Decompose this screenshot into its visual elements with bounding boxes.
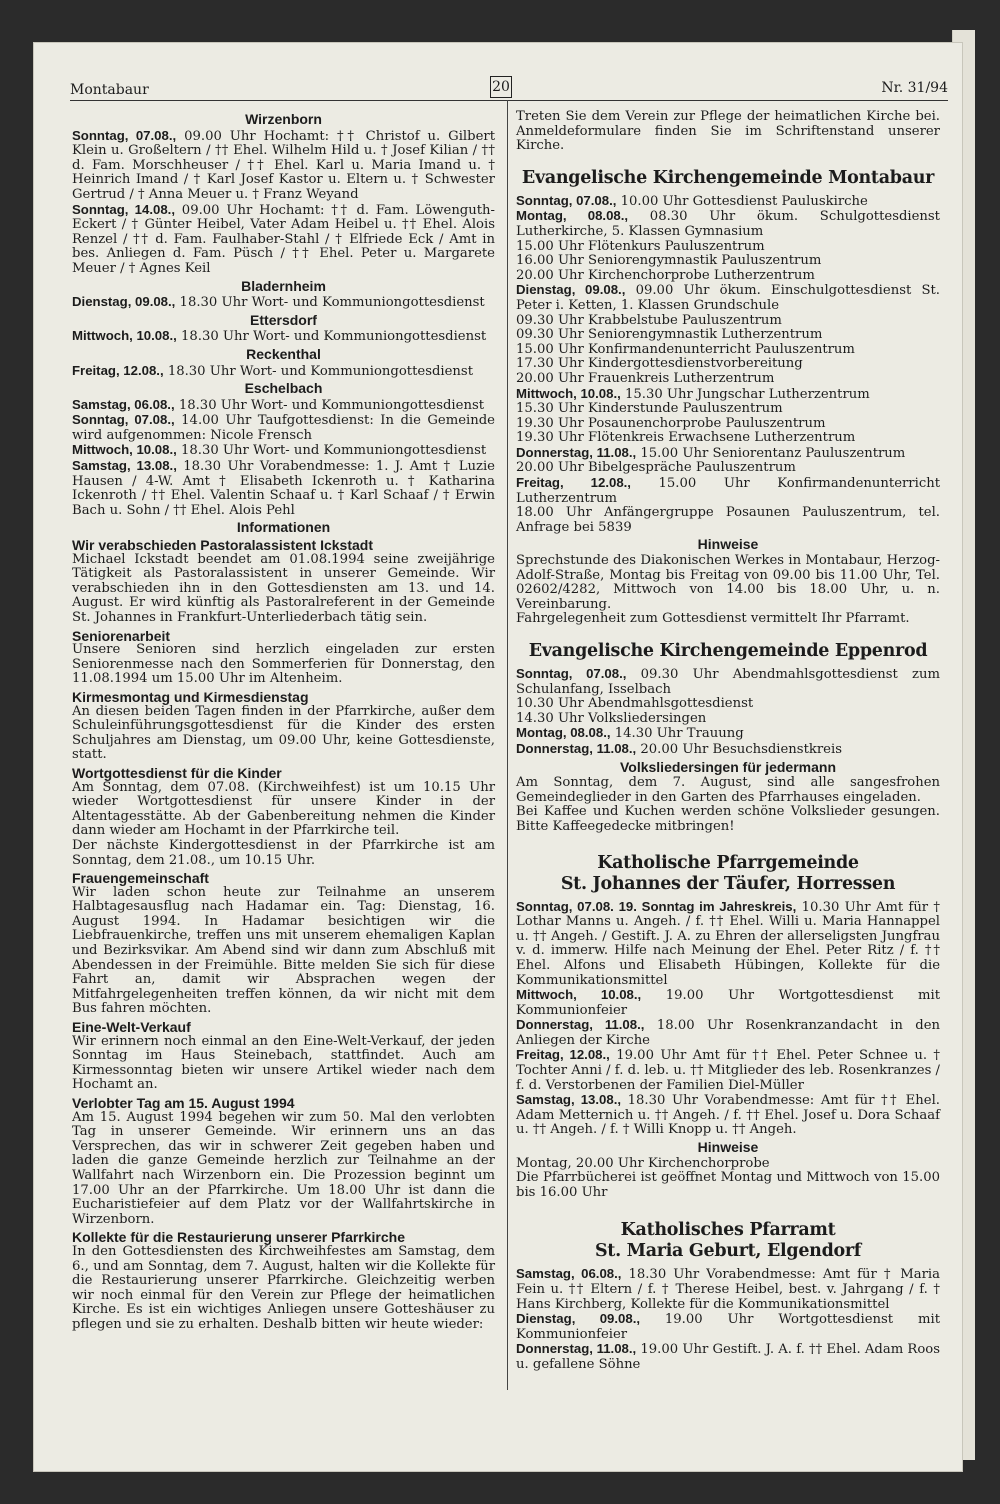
entry-date: Dienstag, 09.08., (516, 1311, 641, 1327)
notice-text: Fahrgelegenheit zum Gottesdienst vermittelt Ihr Pfarramt. (516, 611, 910, 627)
schedule-entry (516, 357, 940, 372)
entry-text: 19.30 Uhr Flötenkreis Erwachsene Lutherzentrum (516, 430, 856, 446)
article-heading: Verlobter Tag am 15. August 1994 (72, 1095, 295, 1111)
entry-text: 08.30 Uhr ökum. Schulgottesdienst Lutherkirche, 5. Klassen Gymnasium (516, 209, 940, 239)
entry-text: 18.30 Uhr Wort- und Kommuniongottesdienst (176, 329, 487, 345)
schedule-entry (516, 254, 940, 269)
entry-text: 19.00 Uhr Wortgottesdienst mit Kommunionfeier (516, 1312, 940, 1342)
entry-text: 15.30 Uhr Jungschar Lutherzentrum (620, 386, 870, 402)
entry-text: 15.00 Uhr Konfirmandenunterricht Lutherzentrum (516, 476, 941, 506)
schedule-entry (72, 443, 495, 459)
schedule-entry (516, 900, 940, 989)
parish-title-line: Katholische Pfarrgemeinde (597, 852, 859, 873)
schedule-entry (516, 343, 940, 358)
entry-date: Sonntag, 14.08., (72, 201, 176, 217)
parish-title (516, 1220, 940, 1262)
entry-date: Dienstag, 09.08., (516, 282, 626, 298)
section-title: Wirzenborn (245, 111, 322, 127)
entry-date: Samstag, 06.08., (72, 396, 175, 412)
entry-text: 14.30 Uhr Trauung (610, 726, 744, 742)
schedule-entry (516, 314, 940, 329)
entry-text: 19.00 Uhr Amt für †† Ehel. Peter Schnee u. † Tochter Anni / f. d. leb. u. †† Mitglieder des leb. Rosenkranzes / f. d. Verstorbenen der Familien Diel-Müller (516, 1048, 941, 1093)
entry-date: Sonntag, 07.08., (72, 127, 177, 143)
notice-text: Die Pfarrbücherei ist geöffnet Montag und Mittwoch von 15.00 bis 16.00 Uhr (516, 1170, 940, 1200)
entry-date: Sonntag, 07.08., (516, 666, 627, 681)
entry-date: Donnerstag, 11.08., (516, 444, 637, 460)
elgendorf-schedule (516, 1267, 940, 1372)
article-heading: Eine-Welt-Verkauf (72, 1019, 191, 1036)
schedule-entry (516, 506, 940, 535)
entry-text: 18.30 Uhr Wort- und Kommuniongottesdienst (175, 295, 485, 311)
entry-text: 20.00 Uhr Besuchsdienstkreis (636, 741, 842, 757)
entry-text: 15.00 Uhr Seniorentanz Pauluszentrum (636, 445, 906, 461)
entry-text: 10.00 Uhr Gottesdienst Pauluskirche (616, 193, 868, 209)
entry-date: Sonntag, 07.08. 19. Sonntag im Jahreskreis, (516, 898, 797, 914)
entry-date: Sonntag, 07.08., (72, 412, 175, 428)
entry-text: 19.00 Uhr Gestift. J. A. f. †† Ehel. Adam Roos u. gefallene Söhne (516, 1342, 940, 1372)
article-heading: Wir verabschieden Pastoralassistent Ickstadt (72, 537, 373, 554)
left-column (72, 110, 495, 1333)
entry-text: 15.30 Uhr Kinderstunde Pauluszentrum (516, 401, 783, 417)
article-heading: Wortgottesdienst für die Kinder (72, 764, 282, 781)
parish-title: Evangelische Kirchengemeinde Eppenrod (528, 641, 928, 661)
schedule-entry (72, 329, 495, 345)
schedule-entry (516, 402, 940, 417)
entry-text: 09.30 Uhr Krabbelstube Pauluszentrum (516, 312, 782, 328)
schedule-entry (516, 1048, 940, 1093)
entry-text: 20.00 Uhr Bibelgespräche Pauluszentrum (516, 460, 796, 476)
column-divider (507, 100, 508, 1390)
article-heading: Kirmesmontag und Kirmesdienstag (72, 688, 309, 705)
horressen-schedule (516, 900, 940, 1139)
schedule-entry (516, 1342, 940, 1372)
entry-text: 09.30 Uhr Seniorengymnastik Lutherzentrum (516, 327, 823, 343)
issue-number: Nr. 31/94 (881, 80, 948, 96)
header-town: Montabaur (70, 82, 149, 98)
parish-title-line: St. Johannes der Täufer, Horressen (560, 873, 896, 894)
entry-date: Mittwoch, 10.08., (516, 987, 642, 1003)
notice-text: Bei Kaffee und Kuchen werden schöne Volkslieder gesungen. Bitte Kaffeegedecke mitbringen! (516, 804, 940, 834)
article-text: Der nächste Kindergottesdienst in der Pfarrkirche ist am Sonntag, dem 21.08., um 10.15 Uhr. (72, 837, 495, 868)
entry-date: Freitag, 12.08., (72, 362, 164, 378)
page-number: 20 (490, 76, 512, 98)
entry-text: 18.30 Uhr Wort- und Kommuniongottesdienst (163, 363, 473, 379)
entry-text: 09.00 Uhr Hochamt: †† Christof u. Gilbert Klein u. Großeltern / †† Ehel. Wilhelm Hild u. † Josef Kilian / †† d. Fam. Morschheuser / †† Ehel. Karl u. Maria Imand u. † Heinrich Imand / † Karl Josef Kastor u. Eltern u. † Schwester Gertrud / † Anna Meuer u. † Franz Weyand (72, 128, 495, 202)
schedule-entry (516, 240, 940, 255)
schedule-entry (516, 988, 940, 1018)
entry-date: Donnerstag, 11.08., (516, 1017, 645, 1033)
entry-text: 18.30 Uhr Vorabendmesse: 1. J. Amt † Luzie Hausen / 4-W. Amt † Elisabeth Ickenroth u. † Katharina Ickenroth / †† Ehel. Valentin Schaaf u. † Karl Schaaf / † Erwin Bach u. Sohn / †† Ehel. Alois Pehl (72, 459, 495, 518)
article-text: Am Sonntag, dem 07.08. (Kirchweihfest) ist um 10.15 Uhr wieder Wortgottesdienst für unsere Kinder in der Altentagesstätte. Ab der Gabenbereitung nehmen die Kinder dann wieder am Hochamt in der Pfarrkirche teil. (72, 779, 495, 839)
entry-text: 18.00 Uhr Rosenkranzandacht in den Anliegen der Kirche (516, 1018, 941, 1048)
schedule-entry (516, 417, 940, 432)
notice-text: Am Sonntag, dem 7. August, sind alle sangesfrohen Gemeindeglieder in den Garten des Pfarrhauses eingeladen. (516, 775, 940, 805)
continued-text: Treten Sie dem Verein zur Pflege der heimatlichen Kirche bei. Anmeldeformulare finden Sie im Schriftenstand unserer Kirche. (516, 109, 940, 154)
schedule-entry (72, 129, 495, 203)
schedule-entry (516, 1018, 940, 1048)
section-title: Reckenthal (246, 345, 321, 362)
schedule-entry (72, 203, 495, 277)
schedule-entry (516, 372, 940, 387)
article-text: An diesen beiden Tagen finden in der Pfarrkirche, außer dem Schuleinführungsgottesdienst für die Kinder des ersten Schuljahres am Dienstag, um 09.00 Uhr, keine Gottesdienste, statt. (72, 703, 495, 763)
article-text: Wir laden schon heute zur Teilnahme an unserem Halbtagesausflug nach Hadamar ein. Tag: Dienstag, 16. August 1994. In Hadamar besichtigen wir die Liebfrauenkirche, treffen uns mit unserem ehemaligen Kaplan und Bezirksvikar. Am Abend sind wir dann zum Abschluß mit Abendessen in der Freimühle. Bitte melden Sie sich für diese Fahrt an, damit wir Absprachen wegen der Mitfahrgelegenheiten treffen können, da wir nicht mit dem Bus fahren möchten. (72, 884, 495, 1017)
schedule-entry (72, 364, 495, 380)
entry-date: Freitag, 12.08., (516, 475, 631, 491)
entry-text: 18.30 Uhr Wort- und Kommuniongottesdienst (176, 443, 487, 459)
section-title: Hinweise (697, 536, 759, 553)
entry-date: Montag, 08.08., (516, 208, 629, 224)
schedule-entry (516, 194, 940, 210)
right-column (516, 110, 940, 1373)
entry-date: Mittwoch, 10.08., (72, 442, 177, 458)
entry-text: 18.30 Uhr Vorabendmesse: Amt für † Maria Fein u. †† Eltern / f. † Therese Heibel, best. v. Jahrgang / f. † Hans Kirchberg, Kollekte für die Kommunikationsmittel (516, 1267, 940, 1312)
schedule-entry (72, 295, 495, 311)
entry-date: Dienstag, 09.08., (72, 294, 176, 310)
entry-date: Samstag, 13.08., (516, 1092, 622, 1108)
page-header (70, 78, 948, 101)
schedule-entry (516, 328, 940, 343)
schedule-entry (516, 283, 940, 313)
entry-date: Donnerstag, 11.08., (516, 1341, 637, 1357)
article-text: In den Gottesdiensten des Kirchweihfestes am Samstag, dem 6., und am Sonntag, dem 7. August, halten wir die Kollekte für die Restaurierung unserer Pfarrkirche. Gleichzeitig werben wir noch einmal für den Verein zur Pflege der heimatlichen Kirche. Es ist ein wichtiges Anliegen unsere Gotteshäuser zu pflegen und sie zu erhalten. Deshalb bitten wir heute wieder: (72, 1243, 495, 1332)
article-text: Wir erinnern noch einmal an den Eine-Welt-Verkauf, der jeden Sonntag im Haus Steinebach, stattfindet. Auch am Kirmessonntag bieten wir unsere Artikel wieder nach dem Hochamt an. (72, 1033, 495, 1093)
entry-date: Donnerstag, 11.08., (516, 740, 637, 756)
notice-text: Montag, 20.00 Uhr Kirchenchorprobe (516, 1155, 770, 1171)
section-title: Hinweise (697, 1139, 759, 1156)
schedule-entry (516, 1312, 940, 1342)
section-title: Informationen (236, 519, 331, 536)
article-text: Michael Ickstadt beendet am 01.08.1994 seine zweijährige Tätigkeit als Pastoralassistent in unserer Gemeinde. Wir verabschieden ihn in den Gottesdiensten am 13. und 14. August. Er wird künftig als Pastoralreferent in der Gemeinde St. Johannes in Frankfurt-Unterliederbach tätig sein. (72, 551, 495, 625)
entry-text: 19.30 Uhr Posaunenchorprobe Pauluszentrum (516, 415, 826, 431)
entry-text: 20.00 Uhr Kirchenchorprobe Lutherzentrum (516, 267, 815, 283)
entry-text: 10.30 Uhr Amt für † Lothar Manns u. Angeh. / f. †† Ehel. Willi u. Maria Hannappel u. †† Angeh. / Gestift. J. A. zu Ehren der allerseligsten Jungfrau v. d. immerw. Hilfe nach Meinung der Ehel. Peter Ritz / f. †† Ehel. Alfons und Elisabeth Hübingen, Kollekte für die Kommunikationsmittel (516, 899, 940, 988)
article-text: Unsere Senioren sind herzlich eingeladen zur ersten Seniorenmesse nach den Sommerferien für Donnerstag, den 11.08.1994 um 15.00 Uhr im Altenheim. (72, 642, 495, 687)
montabaur-schedule (516, 194, 940, 536)
schedule-entry (516, 726, 940, 742)
entry-text: 19.00 Uhr Wortgottesdienst mit Kommunionfeier (516, 988, 940, 1018)
section-title: Eschelbach (244, 380, 323, 397)
article-heading: Kollekte für die Restaurierung unserer Pfarrkirche (72, 1229, 405, 1246)
parish-title (516, 853, 940, 895)
entry-text: 10.30 Uhr Abendmahlsgottesdienst (516, 696, 754, 712)
article-heading: Frauengemeinschaft (72, 870, 209, 887)
article-heading: Seniorenarbeit (72, 627, 171, 644)
entry-text: 17.30 Uhr Kindergottesdienstvorbereitung (516, 356, 803, 372)
entry-date: Freitag, 12.08., (516, 1047, 610, 1063)
entry-text: 15.00 Uhr Konfirmandenunterricht Pauluszentrum (516, 341, 855, 357)
schedule-entry (72, 413, 495, 443)
schedule-entry (516, 269, 940, 284)
schedule-entry (72, 459, 495, 518)
entry-date: Sonntag, 07.08., (516, 192, 617, 208)
schedule-entry (516, 209, 940, 239)
entry-text: 14.00 Uhr Taufgottesdienst: In die Gemeinde wird aufgenommen: Nicole Frensch (72, 413, 495, 443)
section-title: Volksliedersingen für jedermann (619, 758, 837, 775)
schedule-entry (516, 697, 940, 712)
entry-text: 20.00 Uhr Frauenkreis Lutherzentrum (516, 370, 775, 386)
eppenrod-schedule (516, 667, 940, 758)
entry-text: 18.00 Uhr Anfängergruppe Posaunen Pauluszentrum, tel. Anfrage bei 5839 (516, 505, 940, 535)
section-title: Ettersdorf (250, 311, 317, 328)
parish-title-line: Katholisches Pfarramt (620, 1220, 836, 1241)
schedule-entry (516, 446, 940, 462)
schedule-entry (516, 461, 940, 476)
entry-date: Samstag, 13.08., (72, 458, 177, 474)
notice-text: Sprechstunde des Diakonischen Werkes in Montabaur, Herzog-Adolf-Straße, Montag bis Freitag von 09.00 bis 11.00 Uhr, Tel. 02602/4282, Mittwoch von 14.00 bis 18.00 Uhr, u. n. Vereinbarung. (516, 553, 940, 612)
schedule-entry (516, 387, 940, 403)
article-text: Am 15. August 1994 begehen wir zum 50. Mal den verlobten Tag in unserer Gemeinde. Wir erinnern uns an das Versprechen, das wir in schwerer Zeit gegeben haben und laden die ganze Gemeinde herzlich zur Teilnahme an der Wallfahrt nach Wirzenborn ein. Die Prozession beginnt um 17.00 Uhr an der Pfarrkirche. Um 18.00 Uhr ist dann die Eucharistiefeier auf dem Platz vor der Wallfahrtskirche in Wirzenborn. (72, 1109, 495, 1227)
entry-date: Montag, 08.08., (516, 725, 611, 741)
entry-date: Samstag, 06.08., (516, 1266, 622, 1282)
section-title: Bladernheim (241, 277, 326, 294)
entry-date: Mittwoch, 10.08., (516, 385, 621, 401)
schedule-entry (516, 431, 940, 446)
entry-text: 18.30 Uhr Vorabendmesse: Amt für †† Ehel. Adam Metternich u. †† Angeh. / f. †† Ehel. Josef u. Dora Schaaf u. †† Angeh. / f. † Willi Knopp u. †† Angeh. (516, 1093, 940, 1138)
parish-title-line: St. Maria Geburt, Elgendorf (594, 1241, 862, 1262)
schedule-entry (516, 1093, 940, 1138)
entry-text: 15.00 Uhr Flötenkurs Pauluszentrum (516, 238, 765, 254)
entry-text: 14.30 Uhr Volksliedersingen (516, 710, 707, 726)
entry-date: Mittwoch, 10.08., (72, 328, 177, 344)
entry-text: 18.30 Uhr Wort- und Kommuniongottesdienst (174, 397, 485, 413)
entry-text: 09.00 Uhr ökum. Einschulgottesdienst St. Peter i. Ketten, 1. Klassen Grundschule (516, 283, 940, 313)
schedule-entry (72, 398, 495, 414)
entry-text: 16.00 Uhr Seniorengymnastik Pauluszentrum (516, 253, 822, 269)
schedule-entry (516, 712, 940, 727)
parish-title: Evangelische Kirchengemeinde Montabaur (521, 167, 935, 188)
schedule-entry (516, 667, 940, 697)
schedule-entry (516, 476, 940, 506)
schedule-entry (516, 742, 940, 758)
entry-text: 09.30 Uhr Abendmahlsgottesdienst zum Schulanfang, Isselbach (516, 667, 940, 697)
entry-text: 09.00 Uhr Hochamt: †† d. Fam. Löwenguth-Eckert / † Günter Heibel, Vater Adam Heibel u. †† Ehel. Alois Renzel / †† d. Fam. Faulhaber-Stahl / † Elfriede Eck / Amt in bes. Anliegen d. Fam. Püsch / †† Ehel. Peter u. Margarete Meuer / † Agnes Keil (72, 202, 495, 276)
schedule-entry (516, 1267, 940, 1312)
